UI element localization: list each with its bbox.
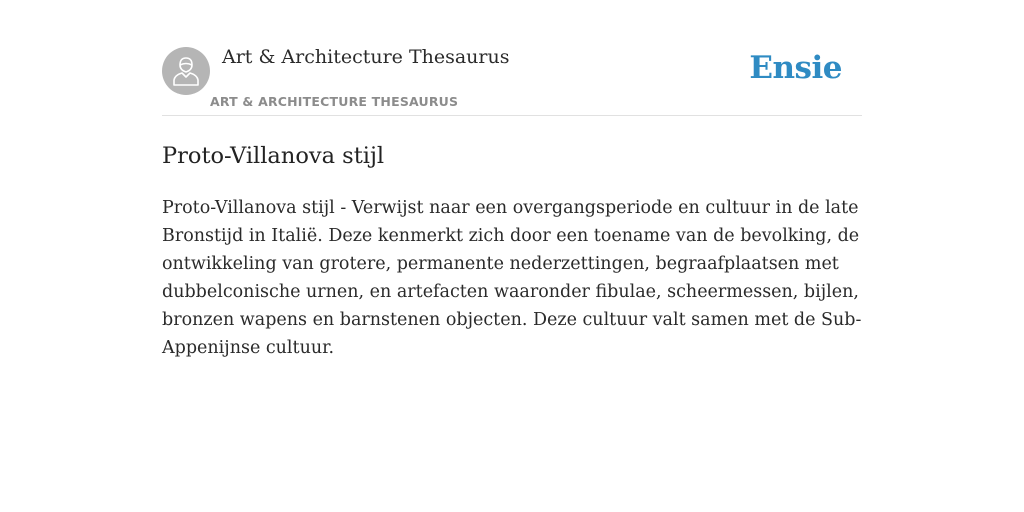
entry-definition: Proto-Villanova stijl - Verwijst naar een overgangsperiode en cultuur in de late Bronstijd in Italië. Deze kenmerkt zich door een toename van de bevolking, de ontwikkeling van grotere, permanente nederzettingen, begraafplaatsen met dubbelconische urnen, en artefacten waaronder fibulae, scheermessen, bijlen, bronzen wapens en barnstenen objecten. Deze cultuur valt samen met de Sub-Appenijnse cultuur. [162, 198, 862, 358]
author-avatar[interactable] [162, 47, 210, 95]
author-name[interactable]: Art & Architecture Thesaurus [222, 46, 510, 68]
card-header [162, 40, 862, 116]
definition-card [162, 40, 862, 362]
brand-logo[interactable]: Ensie [749, 50, 842, 86]
user-icon [173, 56, 199, 86]
author-tag: ART & ARCHITECTURE THESAURUS [210, 94, 459, 109]
entry-title: Proto-Villanova stijl [162, 143, 385, 169]
